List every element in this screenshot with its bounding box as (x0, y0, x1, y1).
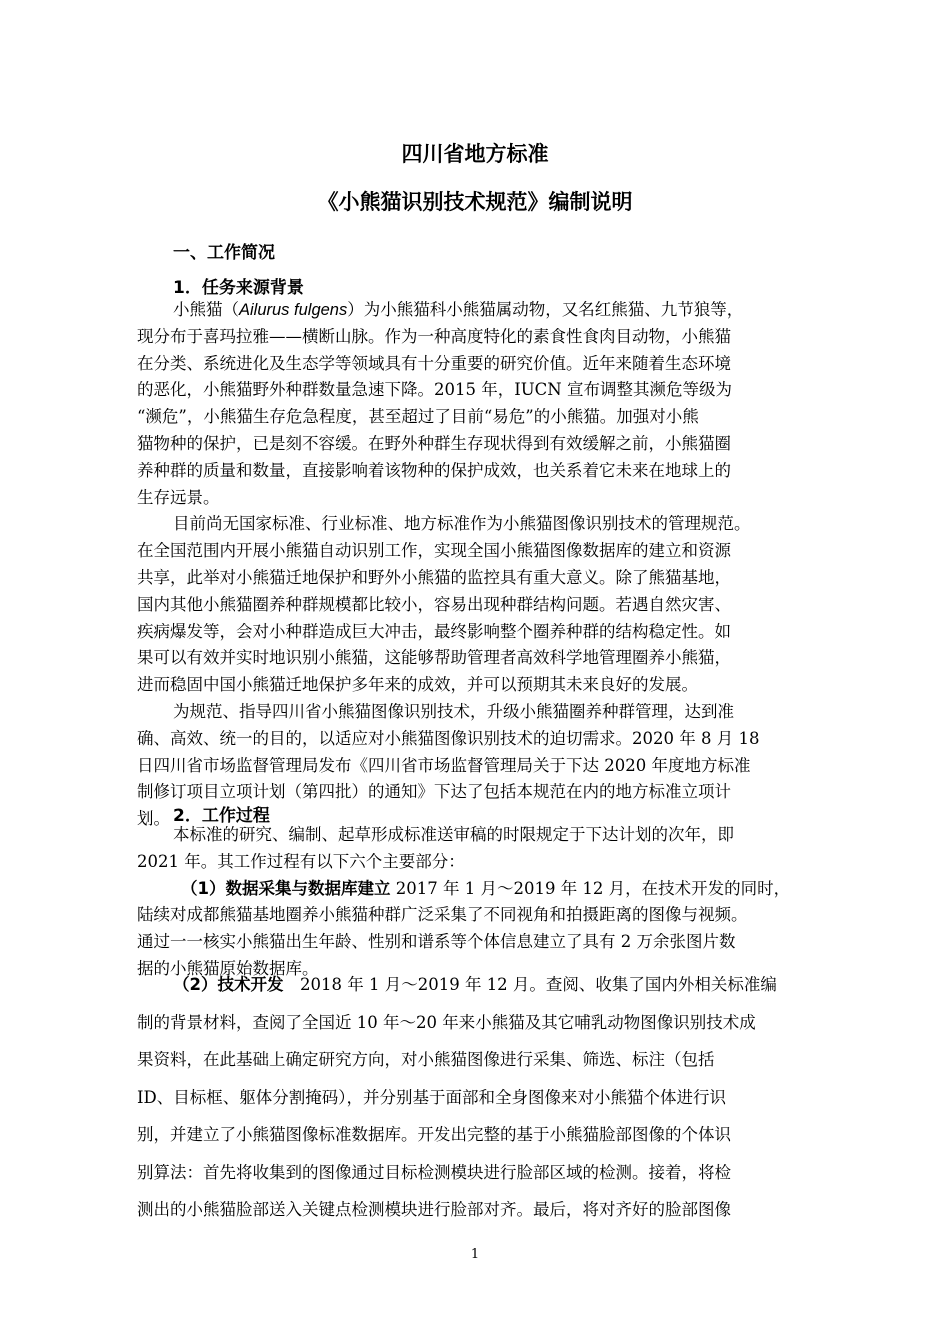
text-line: 陆续对成都熊猫基地圈养小熊猫种群广泛采集了不同视角和拍摄距离的图像与视频。 (137, 905, 748, 925)
text-line: 进而稳固中国小熊猫迁地保护多年来的成效，并可以预期其未来良好的发展。 (137, 675, 698, 695)
text-line: 为规范、指导四川省小熊猫图像识别技术，升级小熊猫圈养种群管理，达到准 (173, 701, 734, 721)
page-number: 1 (470, 1247, 480, 1262)
text-line: 据的小熊猫原始数据库。 (137, 958, 319, 978)
text-line: 猫物种的保护，已是刻不容缓。在野外种群生存现状得到有效缓解之前，小熊猫圈 (137, 433, 731, 453)
text-line: 果可以有效并实时地识别小熊猫，这能够帮助管理者高效科学地管理圈养小熊猫， (137, 648, 731, 668)
document-title: 四川省地方标准 (401, 142, 549, 166)
text-line: 疾病爆发等，会对小种群造成巨大冲击，最终影响整个圈养种群的结构稳定性。如 (137, 621, 731, 641)
text-line: 制修订项目立项计划（第四批）的通知》下达了包括本规范在内的地方标准立项计 (137, 782, 731, 802)
subsection-heading-2: 2．工作过程 (173, 806, 270, 826)
text-line: 制的背景材料，查阅了全国近 10 年～20 年来小熊猫及其它哺乳动物图像识别技术成 (137, 1012, 756, 1032)
text-line: “濒危”，小熊猫生存危急程度，甚至超过了目前“易危”的小熊猫。加强对小熊 (137, 407, 699, 427)
text-line: ID、目标框、躯体分割掩码），并分别基于面部和全身图像来对小熊猫个体进行识 (137, 1087, 726, 1107)
text-line: 确、高效、统一的目的，以适应对小熊猫图像识别技术的迫切需求。2020 年 8 月 18 (137, 728, 760, 748)
paragraph-process (137, 822, 837, 983)
text-line: 生存远景。 (137, 487, 220, 507)
text-line: 现分布于喜玛拉雅——横断山脉。作为一种高度特化的素食性食肉目动物，小熊猫 (137, 326, 731, 346)
text-line: 本标准的研究、编制、起草形成标准送审稿的时限规定于下达计划的次年，即 (173, 825, 734, 844)
text-line: 目前尚无国家标准、行业标准、地方标准作为小熊猫图像识别技术的管理规范。 (173, 514, 751, 534)
subsection-heading-1: 1．任务来源背景 (173, 278, 304, 298)
paragraph-background (137, 297, 837, 833)
text-line: 果资料，在此基础上确定研究方向，对小熊猫图像进行采集、筛选、标注（包括 (137, 1050, 715, 1069)
text-line: 测出的小熊猫脸部送入关键点检测模块进行脸部对齐。最后，将对齐好的脸部图像 (137, 1200, 731, 1219)
document-subtitle: 《小熊猫识别技术规范》编制说明 (317, 190, 633, 214)
step-heading: （1）数据采集与数据库建立 (181, 878, 391, 898)
latin-name: Ailurus fulgens (239, 301, 348, 319)
text-line: 养种群的质量和数量，直接影响着该物种的保护成效，也关系着它未来在地球上的 (137, 460, 731, 480)
text-line: 共享，此举对小熊猫迁地保护和野外小熊猫的监控具有重大意义。除了熊猫基地， (137, 567, 731, 587)
step-heading: （2）技术开发 (173, 975, 284, 994)
text-line: 的恶化，小熊猫野外种群数量急速下降。2015 年，IUCN 宣布调整其濒危等级为 (137, 380, 732, 400)
text-line: 划。 (137, 809, 170, 829)
text-line: （1）数据采集与数据库建立 2017 年 1 月～2019 年 12 月，在技术开发的同时， (181, 878, 791, 898)
text-line: 在全国范围内开展小熊猫自动识别工作，实现全国小熊猫图像数据库的建立和资源 (137, 541, 731, 561)
text-line: 日四川省市场监督管理局发布《四川省市场监督管理局关于下达 2020 年度地方标准 (137, 755, 751, 775)
text-line: 别算法：首先将收集到的图像通过目标检测模块进行脸部区域的检测。接着，将检 (137, 1162, 731, 1182)
section-heading: 一、工作简况 (173, 243, 275, 263)
text-line: （2）技术开发 2018 年 1 月～2019 年 12 月。查阅、收集了国内外相关标准编 (173, 975, 777, 994)
text-line: 通过一一核实小熊猫出生年龄、性别和谱系等个体信息建立了具有 2 万余张图片数 (137, 932, 736, 952)
text-line: 小熊猫（Ailurus fulgens）为小熊猫科小熊猫属动物，又名红熊猫、九节狼等， (173, 300, 744, 319)
text-line: 别，并建立了小熊猫图像标准数据库。开发出完整的基于小熊猫脸部图像的个体识 (137, 1125, 731, 1144)
paragraph-tech-dev (137, 966, 837, 1229)
text-line: 2021 年。其工作过程有以下六个主要部分： (137, 851, 465, 871)
text-line: 国内其他小熊猫圈养种群规模都比较小，容易出现种群结构问题。若遇自然灾害、 (137, 594, 731, 614)
text-line: 在分类、系统进化及生态学等领域具有十分重要的研究价值。近年来随着生态环境 (137, 353, 731, 373)
